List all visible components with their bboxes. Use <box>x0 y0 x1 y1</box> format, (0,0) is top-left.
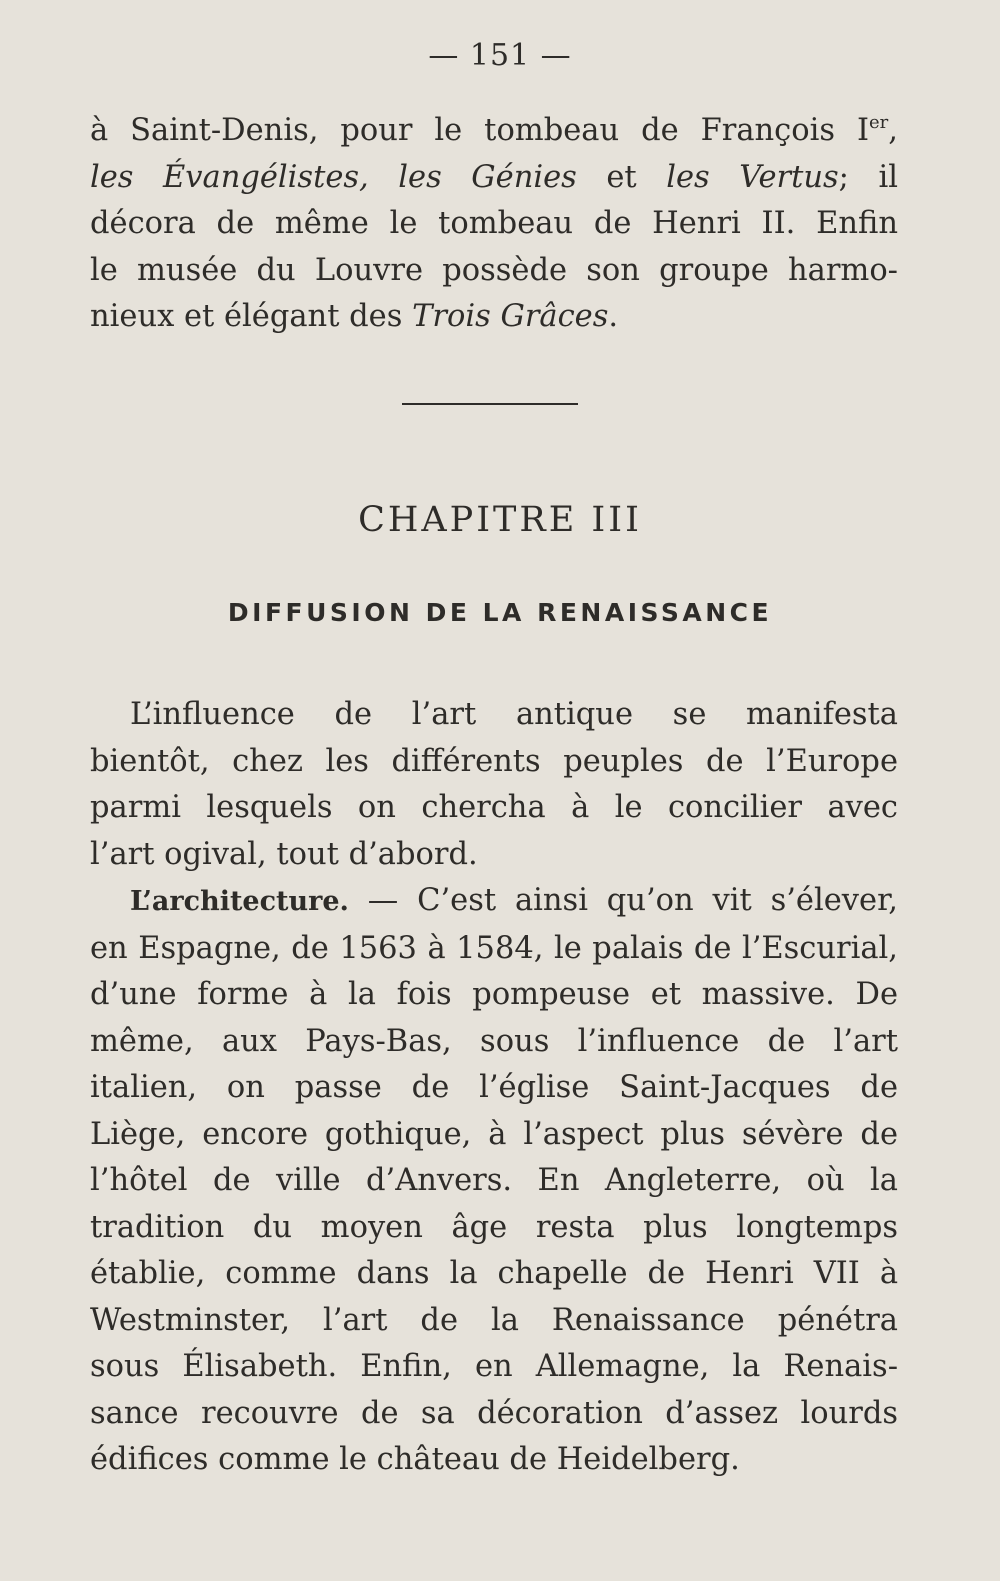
italic-title: les Évangélistes, <box>90 159 369 195</box>
chapter-subtitle: DIFFUSION DE LA RENAISSANCE <box>227 598 773 627</box>
text-line: édifices comme le château de Heidelberg. <box>90 1442 740 1477</box>
text-line: italien, on passe de l’église Saint-Jacques de <box>90 1070 898 1105</box>
text-line: l’hôtel de ville d’Anvers. En Angleterre, où la <box>90 1163 898 1198</box>
text-line: même, aux Pays-Bas, sous l’influence de l’art <box>90 1023 898 1059</box>
chapter-heading: CHAPITRE III <box>358 500 642 540</box>
text-line <box>90 294 898 341</box>
text-line: bientôt, chez les différents peuples de l’Europe <box>90 743 898 779</box>
text-line: établie, comme dans la chapelle de Henri VII à <box>90 1256 898 1291</box>
text-line: Westminster, l’art de la Renaissance pénétra <box>90 1302 898 1338</box>
italic-title: Trois Grâces <box>412 299 609 334</box>
text-segment: ; il <box>838 159 899 195</box>
text-line: l’art ogival, tout d’abord. <box>90 836 478 872</box>
page-number: — 151 — <box>428 38 572 73</box>
text-line <box>90 100 898 155</box>
text-line: tradition du moyen âge resta plus longtemps <box>90 1209 898 1245</box>
text-segment: à Saint-Denis, pour le tombeau de François I <box>90 113 870 148</box>
text-line <box>90 155 898 202</box>
carryover-paragraph <box>90 100 898 341</box>
runin-heading: L’architecture. <box>130 886 349 917</box>
text-segment: nieux et élégant des <box>90 299 413 334</box>
text-segment: et <box>576 159 667 195</box>
text-segment: — C’est ainsi qu’on vit s’élever, <box>348 883 898 918</box>
text-line: sance recouvre de sa décoration d’assez lourds <box>90 1395 898 1431</box>
text-line: L’influence de l’art antique se manifesta <box>130 697 898 732</box>
italic-title: les Vertus <box>666 159 839 195</box>
text-line <box>90 878 898 926</box>
paragraph-architecture <box>90 878 898 1484</box>
text-line: décora de même le tombeau de Henri II. Enfin <box>90 206 898 241</box>
text-line: Liège, encore gothique, à l’aspect plus sévère de <box>90 1116 898 1152</box>
italic-title: les Génies <box>398 159 577 195</box>
text-line: en Espagne, de 1563 à 1584, le palais de l’Escurial, <box>90 930 898 966</box>
text-line: parmi lesquels on chercha à le concilier avec <box>90 790 898 825</box>
paragraph-influence <box>90 692 898 878</box>
superscript: er <box>869 112 889 133</box>
text-line: le musée du Louvre possède son groupe harmo- <box>90 252 898 288</box>
text-line: sous Élisabeth. Enfin, en Allemagne, la Renais- <box>90 1349 898 1384</box>
text-segment: . <box>608 299 619 334</box>
section-divider <box>402 403 578 405</box>
text-line: d’une forme à la fois pompeuse et massive. De <box>90 977 898 1012</box>
text-segment: , <box>888 113 898 148</box>
